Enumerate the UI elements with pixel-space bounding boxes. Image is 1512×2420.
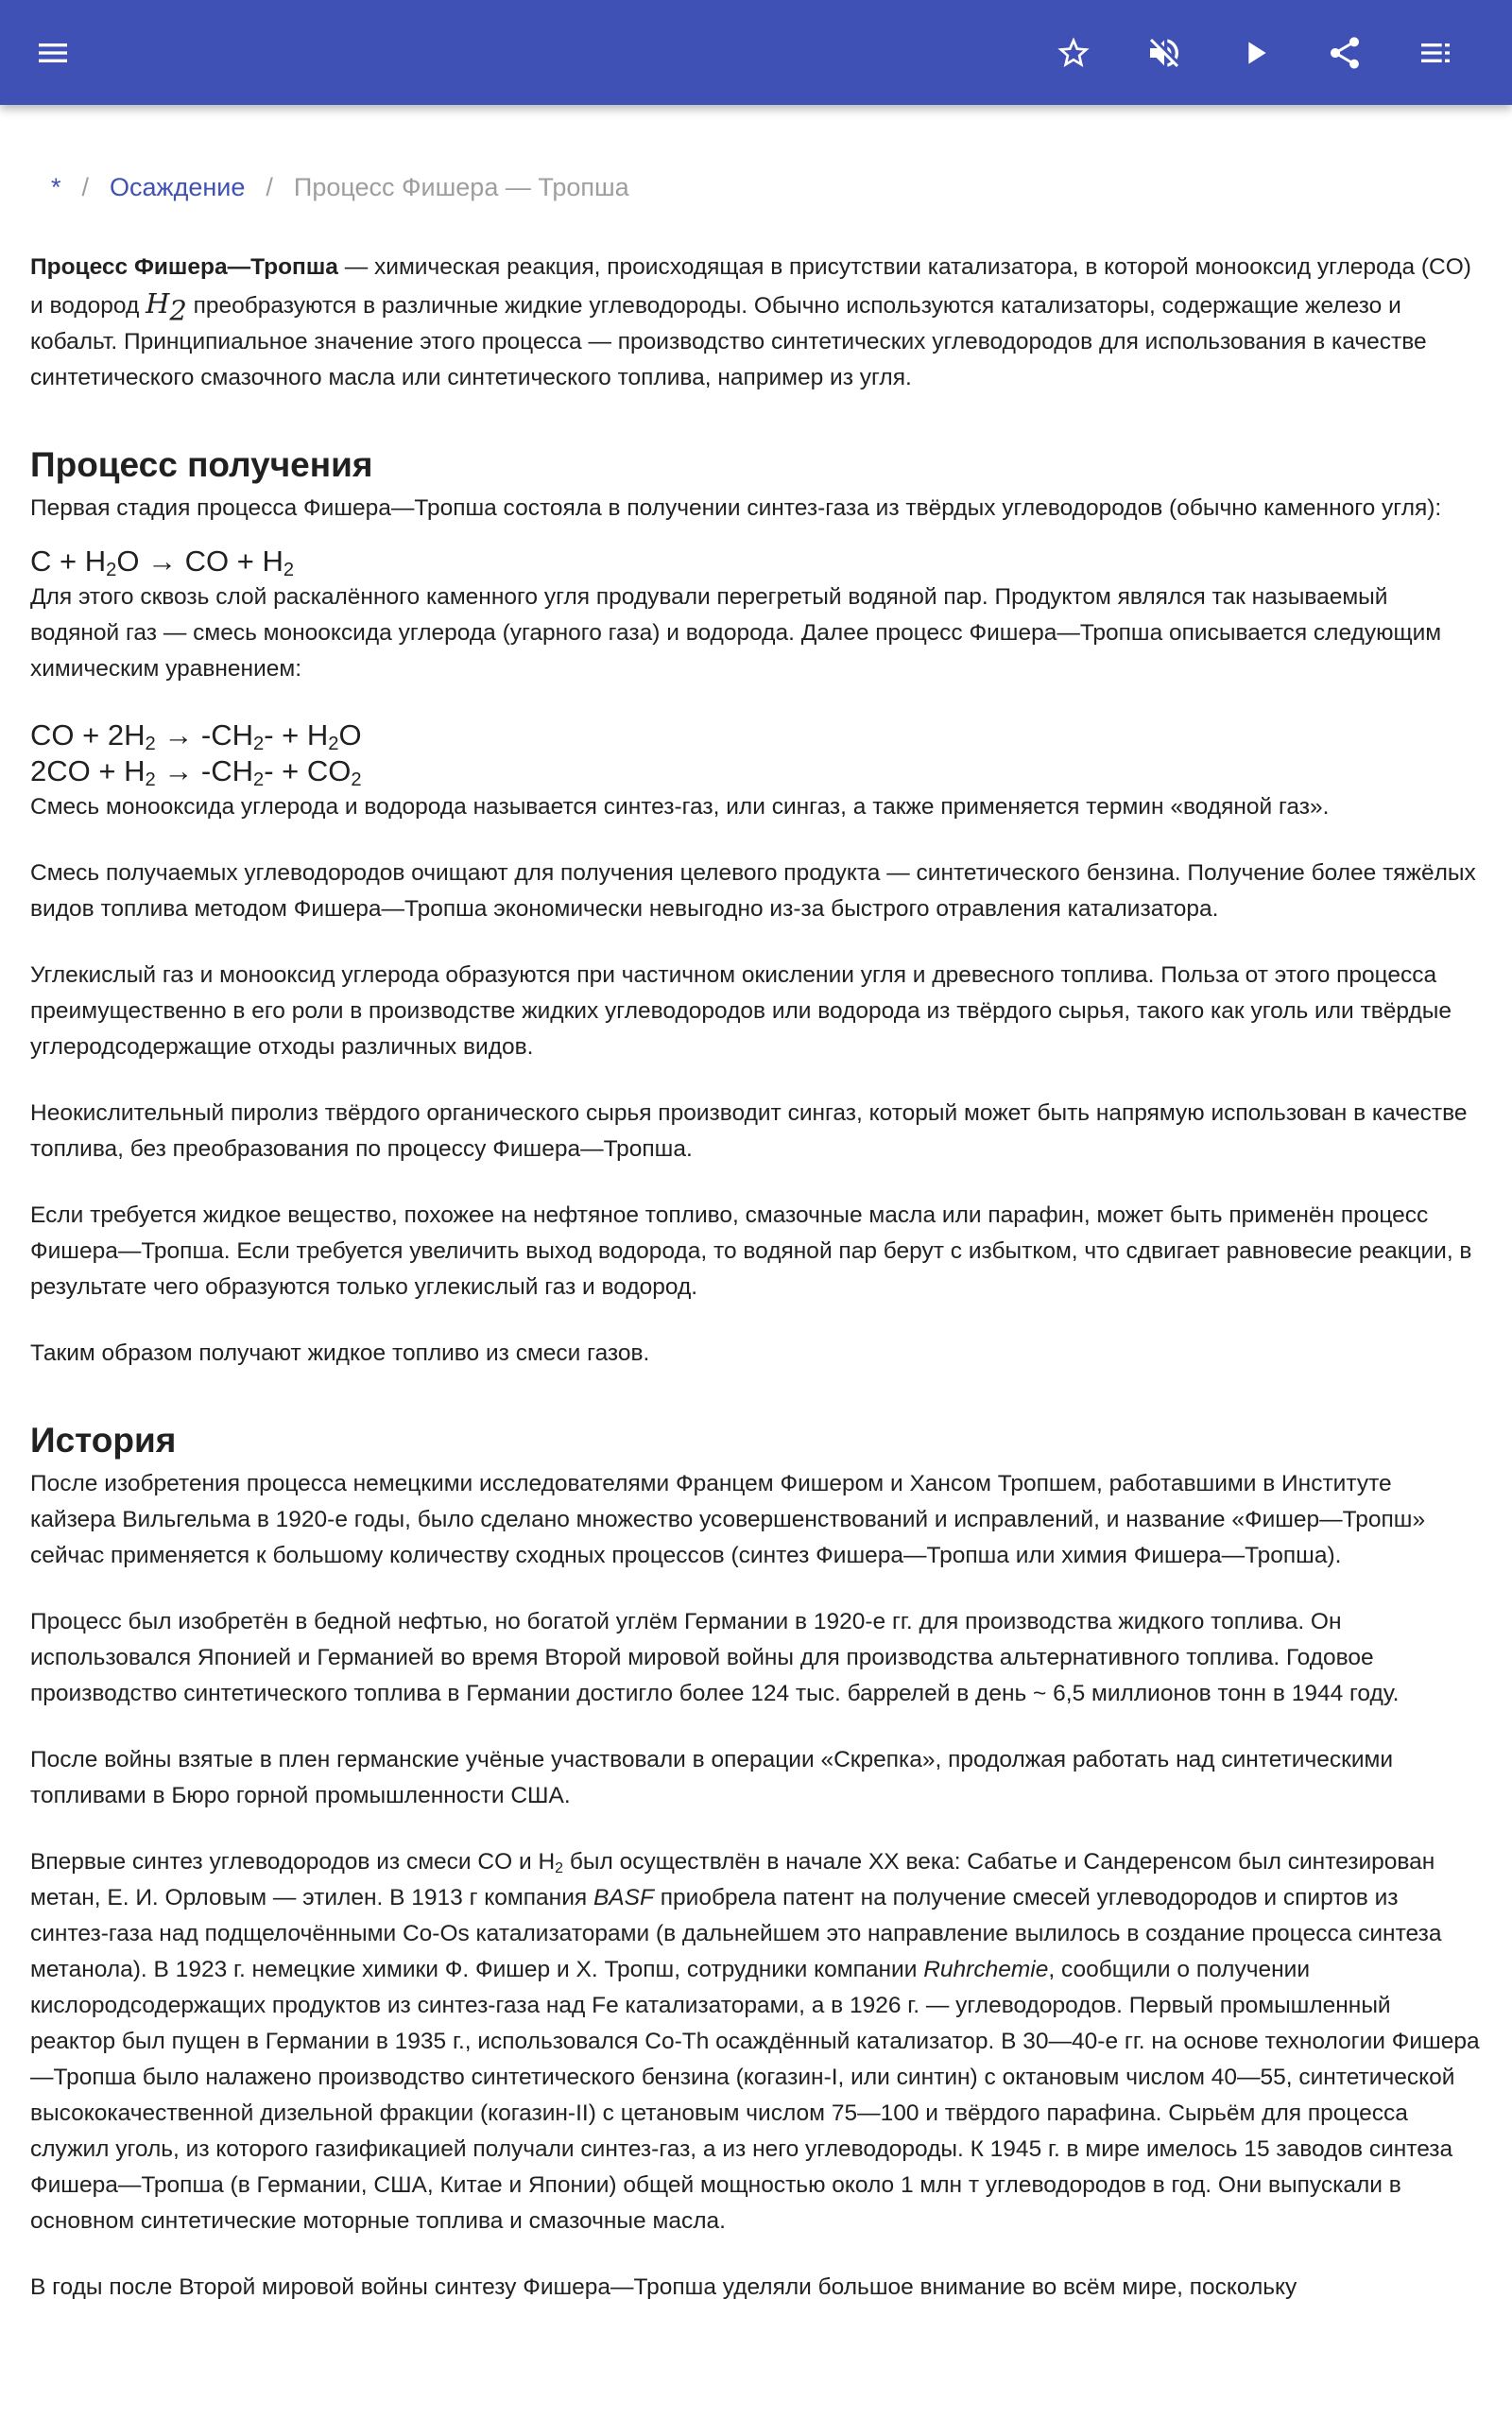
- chemical-equation: [30, 717, 1482, 753]
- paragraph: [30, 2270, 1482, 2306]
- text-segment: O: [338, 718, 362, 752]
- text-segment: Процесс был изобретён в бедной нефтью, но богатой углём Германии в 1920-е гг. для производства жидкого топлива. Он использовался Японией и Германией во время Второй мировой войны для производства альтернативного топлива. Годовое производство синтетического топлива в Германии достигло более 124 тыс. баррелей в день ~ 6,5 миллионов тонн в 1944 году.: [30, 1609, 1400, 1706]
- chemical-equation: [30, 544, 1482, 579]
- paragraph: [30, 1742, 1482, 1814]
- paragraph: [30, 579, 1482, 687]
- paragraph: [30, 856, 1482, 927]
- text-segment: Смесь монооксида углерода и водорода называется синтез-газ, или сингаз, а также применяется термин «водяной газ».: [30, 794, 1330, 820]
- article: [30, 161, 1482, 2336]
- play-icon[interactable]: [1234, 32, 1276, 74]
- text-segment: — химическая реакция, происходящая в присутствии катализатора, в которой монооксид углерода (CO) и водород: [30, 254, 1471, 319]
- text-segment: - + H: [264, 718, 329, 752]
- playlist-icon[interactable]: [1415, 32, 1456, 74]
- subscript: 2: [145, 769, 156, 791]
- text-segment: Впервые синтез углеводородов из смеси CO и H: [30, 1849, 556, 1875]
- section-heading: [30, 443, 1482, 487]
- paragraph: [30, 1466, 1482, 1574]
- text-segment: был осуществлён в начале XX века: Сабатье и Сандеренсом был синтезирован метан, Е. И. Орловым — этилен. В 1913 г компания: [30, 1849, 1435, 1910]
- text-segment: Таким образом получают жидкое топливо из смеси газов.: [30, 1340, 650, 1366]
- breadcrumb-current: Процесс Фишера — Тропша: [293, 172, 629, 201]
- subscript: 2: [253, 734, 265, 755]
- text-segment: → -CH: [155, 754, 253, 787]
- text-segment: Процесс получения: [30, 445, 373, 484]
- paragraph: [30, 491, 1482, 527]
- menu-icon[interactable]: [32, 32, 74, 74]
- subscript: 2: [145, 734, 156, 755]
- paragraph: [30, 789, 1482, 825]
- subscript: 2: [555, 1859, 564, 1876]
- subscript: 2: [283, 560, 295, 581]
- italic-term: Ruhrchemie: [923, 1957, 1049, 1982]
- breadcrumb-parent[interactable]: Осаждение: [110, 172, 246, 201]
- text-segment: приобрела патент на получение смесей углеводородов и спиртов из синтез-газа над подщелочёнными Co-Os катализаторами (в дальнейшем это направление вылилось в создание процесса синтеза метанола). В 1923 г. немецкие химики Ф. Фишер и Х. Тропш, сотрудники компании: [30, 1885, 1442, 1982]
- text-segment: - + CO: [264, 754, 352, 787]
- paragraph: [30, 1198, 1482, 1305]
- text-segment: Если требуется жидкое вещество, похожее на нефтяное топливо, смазочные масла или парафин, может быть применён процесс Фишера—Тропша. Если требуется увеличить выход водорода, то водяной пар берут с избытком, что сдвигает равновесие реакции, в результате чего образуются только углекислый газ и водород.: [30, 1202, 1472, 1300]
- paragraph: [30, 250, 1482, 396]
- text-segment: C + H: [30, 544, 107, 578]
- text-segment: После войны взятые в плен германские учёные участвовали в операции «Скрепка», продолжая работать над синтетическими топливами в Бюро горной промышленности США.: [30, 1747, 1394, 1808]
- text-segment: Углекислый газ и монооксид углерода образуются при частичном окислении угля и древесного топлива. Польза от этого процесса преимущественно в его роли в производстве жидких углеводородов или водорода из твёрдого сырья, такого как уголь или твёрдые углеродсодержащие отходы различных видов.: [30, 962, 1452, 1060]
- text-segment: CO + 2H: [30, 718, 146, 752]
- text-segment: История: [30, 1421, 177, 1460]
- bold-term: Процесс Фишера—Тропша: [30, 254, 338, 280]
- share-icon[interactable]: [1324, 32, 1366, 74]
- paragraph: [30, 1844, 1482, 2239]
- text-segment: Первая стадия процесса Фишера—Тропша состояла в получении синтез-газа из твёрдых углеводородов (обычно каменного угля):: [30, 495, 1442, 521]
- article-body: [30, 250, 1482, 2306]
- text-segment: Неокислительный пиролиз твёрдого органического сырья производит сингаз, который может быть напрямую использован в качестве топлива, без преобразования по процессу Фишера—Тропша.: [30, 1100, 1468, 1162]
- breadcrumb: [30, 161, 1482, 214]
- text-segment: 2CO + H: [30, 754, 146, 787]
- text-segment: После изобретения процесса немецкими исследователями Францем Фишером и Хансом Тропшем, работавшими в Институте кайзера Вильгельма в 1920-е годы, было сделано множество усовершенствований и исправлений, и название «Фишер—Тропш» сейчас применяется к большому количеству сходных процессов (синтез Фишера—Тропша или химия Фишера—Тропша).: [30, 1471, 1426, 1568]
- paragraph: [30, 958, 1482, 1065]
- text-segment: H: [146, 287, 170, 320]
- text-segment: преобразуются в различные жидкие углеводороды. Обычно используются катализаторы, содержащие железо и кобальт. Принципиальное значение этого процесса — производство синтетических углеводородов для использования в качестве синтетического смазочного масла или синтетического топлива, например из угля.: [30, 293, 1427, 390]
- breadcrumb-home[interactable]: *: [51, 172, 61, 201]
- breadcrumb-separator: /: [266, 172, 273, 201]
- volume-off-icon[interactable]: [1143, 32, 1185, 74]
- text-segment: Смесь получаемых углеводородов очищают для получения целевого продукта — синтетического бензина. Получение более тяжёлых видов топлива методом Фишера—Тропша экономически невыгодно из-за быстрого отравления катализатора.: [30, 860, 1476, 922]
- app-bar: [0, 0, 1512, 105]
- text-segment: O → CO + H: [116, 544, 284, 578]
- subscript: 2: [328, 734, 339, 755]
- paragraph: [30, 1604, 1482, 1712]
- subscript: 2: [351, 769, 362, 791]
- breadcrumb-separator: /: [81, 172, 90, 201]
- subscript: 2: [169, 294, 187, 327]
- text-segment: Для этого сквозь слой раскалённого каменного угля продували перегретый водяной пар. Продуктом являлся так называемый водяной газ — смесь монооксида углерода (угарного газа) и водорода. Далее процесс Фишера—Тропша описывается следующим химическим уравнением:: [30, 584, 1442, 682]
- paragraph: [30, 1336, 1482, 1372]
- chemical-equation: [30, 753, 1482, 789]
- text-segment: В годы после Второй мировой войны синтезу Фишера—Тропша уделяли большое внимание во всём мире, поскольку: [30, 2274, 1297, 2300]
- italic-term: BASF: [593, 1885, 654, 1910]
- paragraph: [30, 1096, 1482, 1167]
- text-segment: → -CH: [155, 718, 253, 752]
- star-outline-icon[interactable]: [1053, 32, 1094, 74]
- subscript: 2: [106, 560, 117, 581]
- subscript: 2: [253, 769, 265, 791]
- section-heading: [30, 1419, 1482, 1462]
- text-segment: , сообщили о получении кислородсодержащих продуктов из синтез-газа над Fe катализаторами, а в 1926 г. — углеводородов. Первый промышленный реактор был пущен в Германии в 1935 г., использовался Co-Th осаждённый катализатор. В 30—40-е гг. на основе технологии Фишера—Тропша было налажено производство синтетического бензина (когазин-I, или синтин) с октановым числом 40—55, синтетической высококачественной дизельной фракции (когазин-II) с цетановым числом 75—100 и твёрдого парафина. Сырьём для процесса служил уголь, из которого газификацией получали синтез-газ, а из него углеводороды. К 1945 г. в мире имелось 15 заводов синтеза Фишера—Тропша (в Германии, США, Китае и Японии) общей мощностью около 1 млн т углеводородов в год. Они выпускали в основном синтетические моторные топлива и смазочные масла.: [30, 1957, 1480, 2234]
